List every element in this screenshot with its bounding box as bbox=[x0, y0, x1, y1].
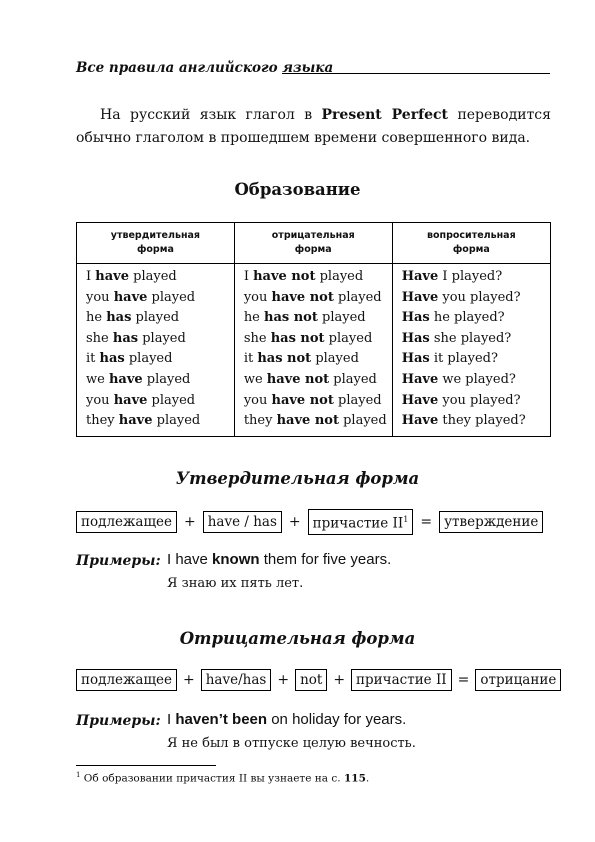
verb-form-line bbox=[244, 267, 387, 288]
verb-form-pre: he bbox=[86, 310, 107, 326]
verb-form-line bbox=[86, 308, 229, 329]
verb-form-line bbox=[86, 411, 229, 432]
running-header: Все правила английского языка bbox=[76, 60, 334, 76]
example-post: them for five years. bbox=[259, 551, 392, 568]
verb-form-post: played bbox=[329, 371, 377, 387]
verb-form-line bbox=[402, 391, 545, 412]
example-english bbox=[167, 711, 406, 728]
formula-subject-box: подлежащее bbox=[76, 669, 177, 691]
verb-form-line bbox=[244, 349, 387, 370]
negative-formula bbox=[76, 669, 557, 691]
verb-form-line bbox=[86, 349, 229, 370]
verb-form-post: played bbox=[311, 351, 359, 367]
verb-form-aux: Has bbox=[401, 351, 430, 367]
table-body-row bbox=[77, 264, 551, 437]
negative-section-title: Отрицательная форма bbox=[179, 629, 416, 648]
verb-form-aux: Has bbox=[401, 310, 430, 326]
verb-form-aux: have bbox=[95, 269, 129, 284]
example-verb: known bbox=[212, 551, 260, 568]
verb-form-post: played bbox=[338, 413, 387, 429]
verb-form-aux: have not bbox=[276, 413, 339, 429]
column-header-subtitle: форма bbox=[294, 244, 332, 255]
verb-form-aux: Have bbox=[401, 413, 439, 429]
verb-form-post: played bbox=[333, 392, 382, 408]
formula-aux-box: have/has bbox=[201, 669, 272, 691]
formula-plus: + bbox=[288, 513, 301, 530]
verb-form-pre: they bbox=[86, 413, 119, 429]
negative-forms-cell bbox=[234, 264, 392, 437]
footnote bbox=[76, 771, 369, 785]
verb-form-line bbox=[86, 288, 229, 309]
verb-form-aux: have not bbox=[266, 371, 330, 387]
verb-form-pre: you bbox=[243, 289, 272, 305]
verb-form-line bbox=[244, 370, 387, 391]
verb-form-line bbox=[244, 288, 387, 309]
verb-form-post: played bbox=[138, 330, 186, 346]
formula-not-box: not bbox=[295, 669, 327, 691]
formula-plus: + bbox=[277, 672, 290, 688]
verb-form-pre: she bbox=[243, 330, 271, 346]
verb-form-line bbox=[86, 391, 229, 412]
verb-form-line bbox=[402, 411, 545, 432]
formula-result-box: отрицание bbox=[475, 669, 561, 691]
verb-form-aux: has bbox=[99, 351, 125, 367]
footnote-end: . bbox=[365, 772, 370, 785]
verb-form-aux: have bbox=[108, 371, 143, 387]
verb-form-line bbox=[402, 308, 545, 329]
verb-form-post: you played? bbox=[438, 392, 521, 408]
footnote-mark: 1 bbox=[403, 515, 409, 524]
verb-form-post: played bbox=[324, 330, 373, 346]
example-verb: haven’t been bbox=[175, 711, 268, 728]
verb-form-aux: Have bbox=[401, 269, 439, 284]
verb-form-pre: he bbox=[243, 310, 265, 326]
verb-form-post: played bbox=[333, 289, 382, 305]
verb-form-pre: I bbox=[86, 269, 96, 284]
example-post: on holiday for years. bbox=[267, 711, 407, 728]
verb-form-post: he played? bbox=[429, 310, 505, 326]
verb-form-line bbox=[244, 391, 387, 412]
verb-form-pre: you bbox=[86, 392, 114, 408]
verb-form-aux: has bbox=[112, 330, 139, 346]
verb-form-line bbox=[402, 267, 545, 288]
verb-form-aux: has not bbox=[264, 310, 318, 326]
interrogative-forms-cell bbox=[392, 264, 550, 437]
verb-form-aux: have bbox=[113, 289, 148, 305]
verb-form-post: played bbox=[147, 392, 196, 408]
verb-form-post: played bbox=[124, 351, 173, 367]
column-header-title: отрицательная bbox=[271, 230, 355, 241]
example-russian: Я не был в отпуске целую вечность. bbox=[167, 736, 416, 751]
conjugation-table bbox=[76, 222, 551, 437]
verb-form-post: they played? bbox=[438, 413, 526, 429]
example-pre: I have bbox=[167, 551, 213, 568]
example-english bbox=[167, 551, 391, 568]
verb-form-pre: they bbox=[243, 413, 277, 429]
verb-form-post: I played? bbox=[438, 269, 503, 284]
verb-form-line bbox=[244, 329, 387, 350]
example-pre: I bbox=[167, 711, 176, 728]
footnote-page: 115 bbox=[343, 772, 366, 785]
formula-participle-text: причастие II bbox=[312, 515, 404, 532]
verb-form-post: played bbox=[142, 371, 191, 387]
verb-form-post: played bbox=[131, 310, 180, 326]
intro-text-2: переводится обычно глаголом в прошедшем времени совершенного вида. bbox=[76, 107, 551, 146]
affirmative-section-title: Утвердительная форма bbox=[175, 469, 420, 488]
footnote-mark: 1 bbox=[76, 771, 81, 779]
verb-form-line bbox=[86, 370, 229, 391]
formula-equals: = bbox=[420, 513, 433, 530]
formula-plus: + bbox=[183, 672, 195, 688]
verb-form-line bbox=[244, 308, 387, 329]
examples-label: Примеры: bbox=[76, 713, 161, 729]
footnote-rule bbox=[76, 765, 216, 766]
verb-form-pre: you bbox=[243, 392, 272, 408]
column-header-subtitle: форма bbox=[136, 244, 174, 255]
formula-aux-box: have / has bbox=[203, 511, 282, 533]
footnote-text: Об образовании причастия II вы узнаете на с. bbox=[80, 772, 344, 785]
header-rule bbox=[282, 73, 550, 74]
column-header-subtitle: форма bbox=[452, 244, 490, 255]
verb-form-aux: have not bbox=[271, 392, 334, 408]
verb-form-line bbox=[402, 329, 545, 350]
verb-form-post: it played? bbox=[429, 351, 498, 367]
intro-text-1: На русский язык глагол в bbox=[100, 107, 322, 123]
verb-form-aux: Has bbox=[401, 330, 430, 346]
verb-form-aux: have not bbox=[253, 269, 316, 284]
verb-form-aux: has not bbox=[257, 351, 312, 367]
verb-form-aux: has not bbox=[270, 330, 325, 346]
formula-participle-box: причастие II bbox=[351, 669, 452, 691]
verb-form-pre: it bbox=[86, 351, 100, 367]
column-header-interrogative bbox=[392, 223, 550, 264]
verb-form-pre: it bbox=[243, 351, 258, 367]
verb-form-aux: Have bbox=[401, 289, 439, 305]
example-russian: Я знаю их пять лет. bbox=[167, 576, 304, 591]
formula-participle-box bbox=[308, 509, 414, 535]
verb-form-line bbox=[244, 411, 387, 432]
verb-form-pre: we bbox=[243, 371, 267, 387]
formula-result-box: утверждение bbox=[439, 511, 543, 533]
verb-form-aux: Have bbox=[401, 392, 439, 408]
formula-equals: = bbox=[457, 672, 470, 688]
verb-form-pre: we bbox=[86, 371, 109, 387]
verb-form-aux: have bbox=[113, 392, 148, 408]
verb-form-post: she played? bbox=[429, 330, 512, 346]
verb-form-line bbox=[86, 329, 229, 350]
verb-form-line bbox=[86, 267, 229, 288]
intro-paragraph bbox=[76, 104, 551, 150]
verb-form-pre: she bbox=[86, 330, 113, 346]
verb-form-aux: has bbox=[106, 310, 132, 326]
intro-term: Present Perfect bbox=[321, 107, 448, 123]
verb-form-pre: you bbox=[86, 289, 114, 305]
verb-form-line bbox=[402, 349, 545, 370]
verb-form-aux: Have bbox=[401, 371, 439, 387]
verb-form-pre: I bbox=[243, 269, 254, 284]
column-header-negative bbox=[234, 223, 392, 264]
verb-form-line bbox=[402, 370, 545, 391]
affirmative-forms-cell bbox=[77, 264, 235, 437]
verb-form-post: you played? bbox=[438, 289, 521, 305]
examples-label: Примеры: bbox=[76, 553, 161, 569]
verb-form-post: played bbox=[147, 289, 196, 305]
verb-form-post: played bbox=[128, 269, 177, 284]
verb-form-aux: have bbox=[118, 413, 153, 429]
table-header-row bbox=[77, 223, 551, 264]
verb-form-post: we played? bbox=[438, 371, 516, 387]
formula-subject-box: подлежащее bbox=[76, 511, 177, 533]
verb-form-post: played bbox=[152, 413, 201, 429]
column-header-title: вопросительная bbox=[426, 230, 516, 241]
column-header-affirmative bbox=[77, 223, 235, 264]
column-header-title: утвердительная bbox=[110, 230, 201, 241]
formula-plus: + bbox=[184, 513, 196, 530]
verb-form-post: played bbox=[315, 269, 364, 284]
verb-form-post: played bbox=[317, 310, 366, 326]
verb-form-aux: have not bbox=[271, 289, 334, 305]
verb-form-line bbox=[402, 288, 545, 309]
formula-plus: + bbox=[333, 672, 346, 688]
affirmative-formula bbox=[76, 509, 551, 535]
formation-title: Образование bbox=[234, 180, 361, 199]
